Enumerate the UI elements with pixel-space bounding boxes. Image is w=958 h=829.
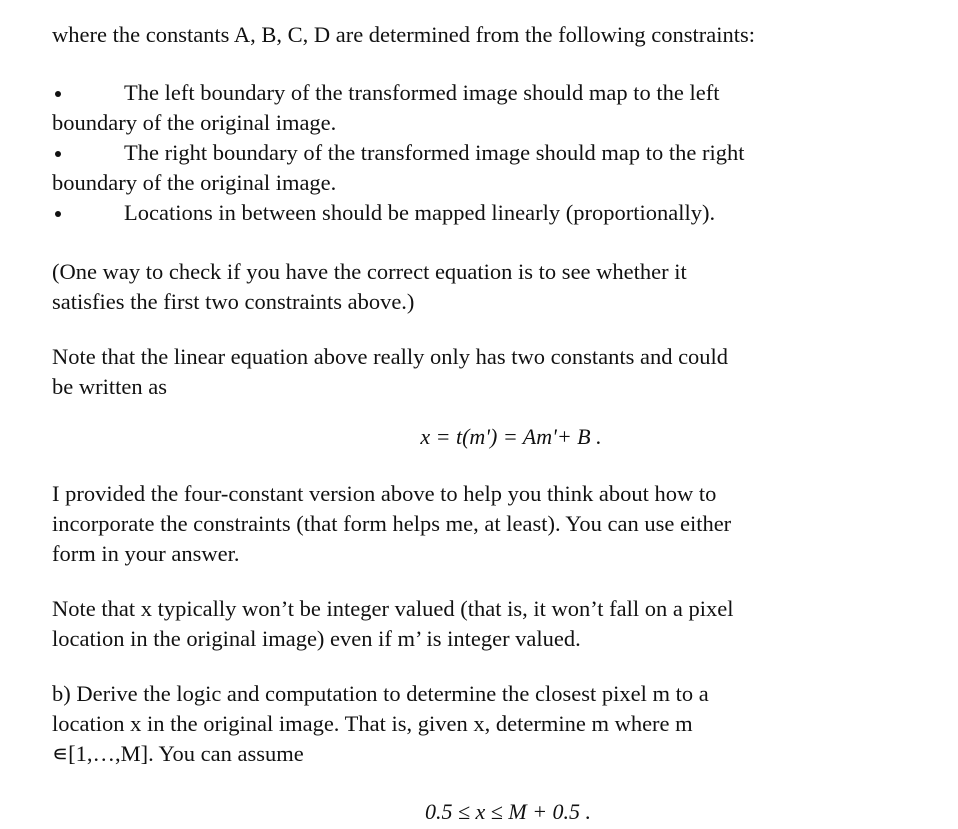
linear-note-paragraph: Note that the linear equation above really only has two constants and could be written as <box>52 344 729 399</box>
bullet-icon <box>52 78 72 108</box>
bullet-2-line-2: boundary of the original image. <box>52 170 337 195</box>
list-item <box>52 78 932 138</box>
four-constant-note-paragraph: I provided the four-constant version above to help you think about how to incorporate the constraints (that form helps me, at least). You can use either form in your answer. <box>52 481 732 566</box>
bullet-icon <box>52 198 72 228</box>
bullet-2-line-1: The right boundary of the transformed image should map to the right <box>124 140 745 165</box>
check-note-paragraph: (One way to check if you have the correct equation is to see whether it satisfies the first two constraints above.) <box>52 259 687 314</box>
bullet-1-line-1: The left boundary of the transformed image should map to the left <box>124 80 720 105</box>
bullet-icon <box>52 138 72 168</box>
list-item <box>52 198 932 228</box>
list-item <box>52 138 932 198</box>
intro-paragraph: where the constants A, B, C, D are determined from the following constraints: <box>52 22 755 47</box>
constraint-list <box>52 78 932 228</box>
part-b-paragraph: b) Derive the logic and computation to determine the closest pixel m to a location x in the original image. That is, given x, determine m where m ∊[1,…,M]. You can assume <box>52 681 709 766</box>
bullet-1-line-2: boundary of the original image. <box>52 110 337 135</box>
equation-range: 0.5 ≤ x ≤ M + 0.5 . <box>424 799 592 824</box>
bullet-3-line-1: Locations in between should be mapped linearly (proportionally). <box>124 200 716 225</box>
integer-note-paragraph: Note that x typically won’t be integer valued (that is, it won’t fall on a pixel location in the original image) even if m’ is integer valued. <box>52 596 734 651</box>
document-page <box>52 20 932 829</box>
equation-linear: x = t(m') = Am'+ B . <box>420 424 602 449</box>
